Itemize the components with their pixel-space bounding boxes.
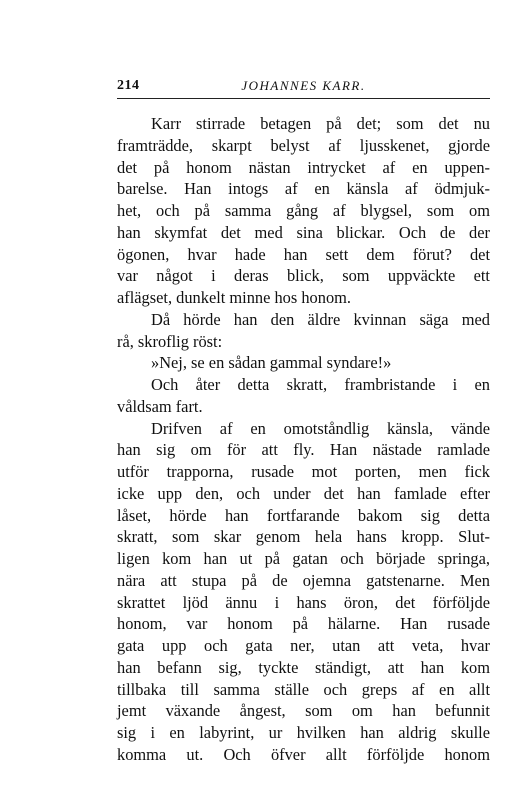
running-header (117, 76, 490, 99)
text-line: var något i deras blick, som uppväckte ett (117, 266, 490, 286)
text-line: låset, hörde han fortfarande bakom sig detta (117, 505, 490, 525)
text-line: han skymfat det med sina blickar. Och de der (117, 222, 490, 242)
text-line: skrattet ljöd ännu i hans öron, det förföljde (117, 592, 490, 612)
text-line: jemt växande ångest, som om han befunnit (117, 701, 490, 721)
text-line: aflägset, dunkelt minne hos honom. (117, 288, 351, 307)
page-number: 214 (117, 78, 140, 93)
text-line: komma ut. Och öfver allt förföljde honom (117, 744, 490, 764)
text-line: het, och på samma gång af blygsel, som om (117, 201, 490, 220)
text-line: ögonen, hvar hade han sett dem förut? det (117, 244, 490, 264)
text-line: skratt, som skar genom hela hans kropp. Slut- (117, 527, 490, 547)
text-line: nära att stupa på de ojemna gatstenarne. Men (117, 570, 490, 590)
text-line: barelse. Han intogs af en känsla af ödmjuk- (117, 179, 490, 199)
text-line: sig i en labyrint, ur hvilken han aldrig skulle (117, 723, 490, 742)
text-line: Då hörde han den äldre kvinnan säga med (151, 309, 490, 329)
text-line: Karr stirrade betagen på det; som det nu (151, 114, 490, 133)
body-text (117, 113, 490, 766)
text-line: Och åter detta skratt, frambristande i en (151, 375, 490, 394)
text-line: rå, skroflig röst: (117, 331, 223, 351)
text-line: honom, var honom på hälarne. Han rusade (117, 614, 490, 634)
text-line: utför trapporna, rusade mot porten, men fick (117, 462, 490, 481)
text-line: »Nej, se en sådan gammal syndare!» (151, 353, 392, 373)
text-line: han befann sig, tyckte ständigt, att han kom (117, 657, 490, 677)
text-line: tillbaka till samma ställe och greps af en allt (117, 679, 490, 699)
text-line: ligen kom han ut på gatan och började springa, (117, 549, 490, 568)
text-line: Drifven af en omotståndlig känsla, vände (151, 418, 490, 438)
text-line: framträdde, skarpt belyst af ljusskenet, gjorde (117, 135, 490, 155)
text-line: våldsam fart. (117, 396, 203, 416)
text-line: icke upp den, och under det han famlade efter (117, 483, 490, 503)
text-line: han sig om för att fly. Han nästade ramlade (117, 440, 490, 460)
text-line: det på honom nästan intrycket af en uppen- (117, 157, 490, 177)
text-line: gata upp och gata ner, utan att veta, hvar (117, 636, 490, 655)
running-title: JOHANNES KARR. (241, 78, 366, 93)
